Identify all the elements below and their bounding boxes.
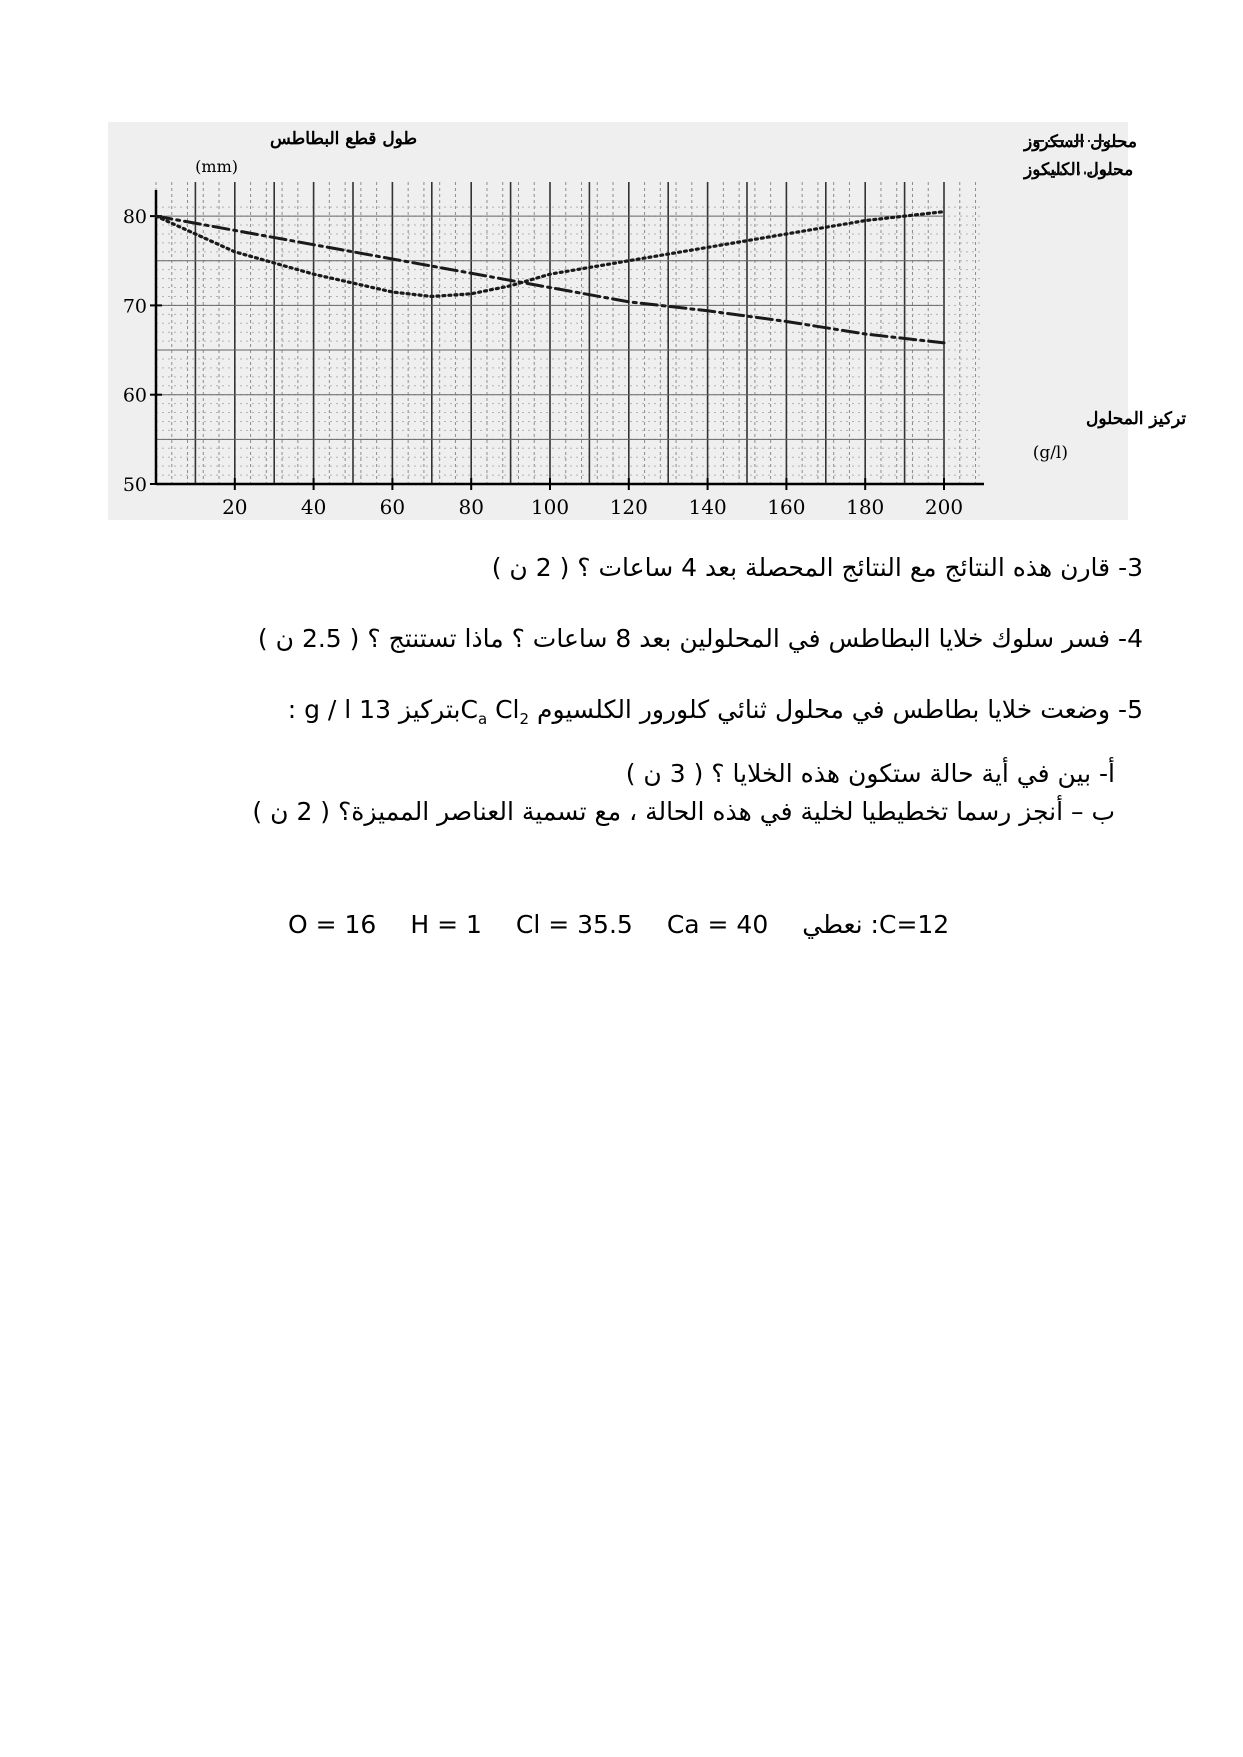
question-5-text: 5- وضعت خلايا بطاطس في محلول ثنائي كلورور الكلسيوم (529, 695, 1143, 724)
question-4: 4- فسر سلوك خلايا البطاطس في المحلولين بعد 8 ساعات ؟ ماذا تستنتج ؟ ( 2.5 ن ) (257, 624, 1143, 653)
x-axis-label: تركيز المحلول (1086, 409, 1187, 429)
y-tick-label: 60 (122, 384, 147, 407)
y-axis-label: طول قطع البطاطس (270, 129, 417, 149)
y-tick-label: 50 (122, 474, 147, 496)
y-tick-label: 80 (122, 206, 147, 229)
question-5b: ب – أنجز رسما تخطيطيا لخلية في هذه الحالة ، مع تسمية العناصر المميزة؟ ( 2 ن ) (252, 797, 1115, 826)
given-ca: Ca = 40 (666, 910, 769, 939)
given-label: C=12: نعطي (802, 910, 950, 939)
given-o: O = 16 (288, 910, 377, 939)
x-tick-label: 160 (767, 495, 806, 519)
formula-a-sub: a (477, 710, 488, 728)
question-5 (288, 695, 1143, 728)
given-cl: Cl = 35.5 (515, 910, 633, 939)
x-tick-label: 80 (458, 495, 484, 519)
formula-2-sub: 2 (519, 710, 530, 728)
x-tick-label: 100 (530, 495, 570, 519)
given-h: H = 1 (410, 910, 482, 939)
question-5-concentration: بتركيز 13 g / l : (287, 695, 461, 724)
x-tick-label: 60 (379, 495, 406, 519)
formula-c: C (460, 695, 478, 724)
x-tick-label: 20 (222, 495, 248, 519)
chart (108, 122, 1187, 520)
formula-cl: Cl (487, 695, 520, 724)
x-tick-label: 120 (609, 495, 648, 519)
x-tick-label: 200 (924, 495, 964, 519)
legend-label-glucose: محلول الكليكوز (1024, 160, 1134, 180)
legend-label-sucrose: محلول السكروز (1024, 132, 1138, 152)
x-tick-label: 140 (688, 495, 727, 519)
formula-cacl2 (460, 695, 530, 728)
y-axis-unit: (mm) (195, 157, 238, 176)
chart-svg (108, 122, 1187, 520)
x-axis-unit: (g/l) (1032, 443, 1068, 463)
question-3: 3- قارن هذه النتائج مع النتائج المحصلة بعد 4 ساعات ؟ ( 2 ن ) (491, 553, 1143, 582)
y-tick-label: 70 (122, 295, 147, 318)
question-5a: أ- بين في أية حالة ستكون هذه الخلايا ؟ ( 3 ن ) (625, 759, 1115, 788)
x-tick-label: 180 (846, 495, 885, 519)
x-tick-label: 40 (300, 495, 327, 519)
chart-background (108, 122, 1128, 520)
given-atomic-masses (288, 910, 949, 939)
